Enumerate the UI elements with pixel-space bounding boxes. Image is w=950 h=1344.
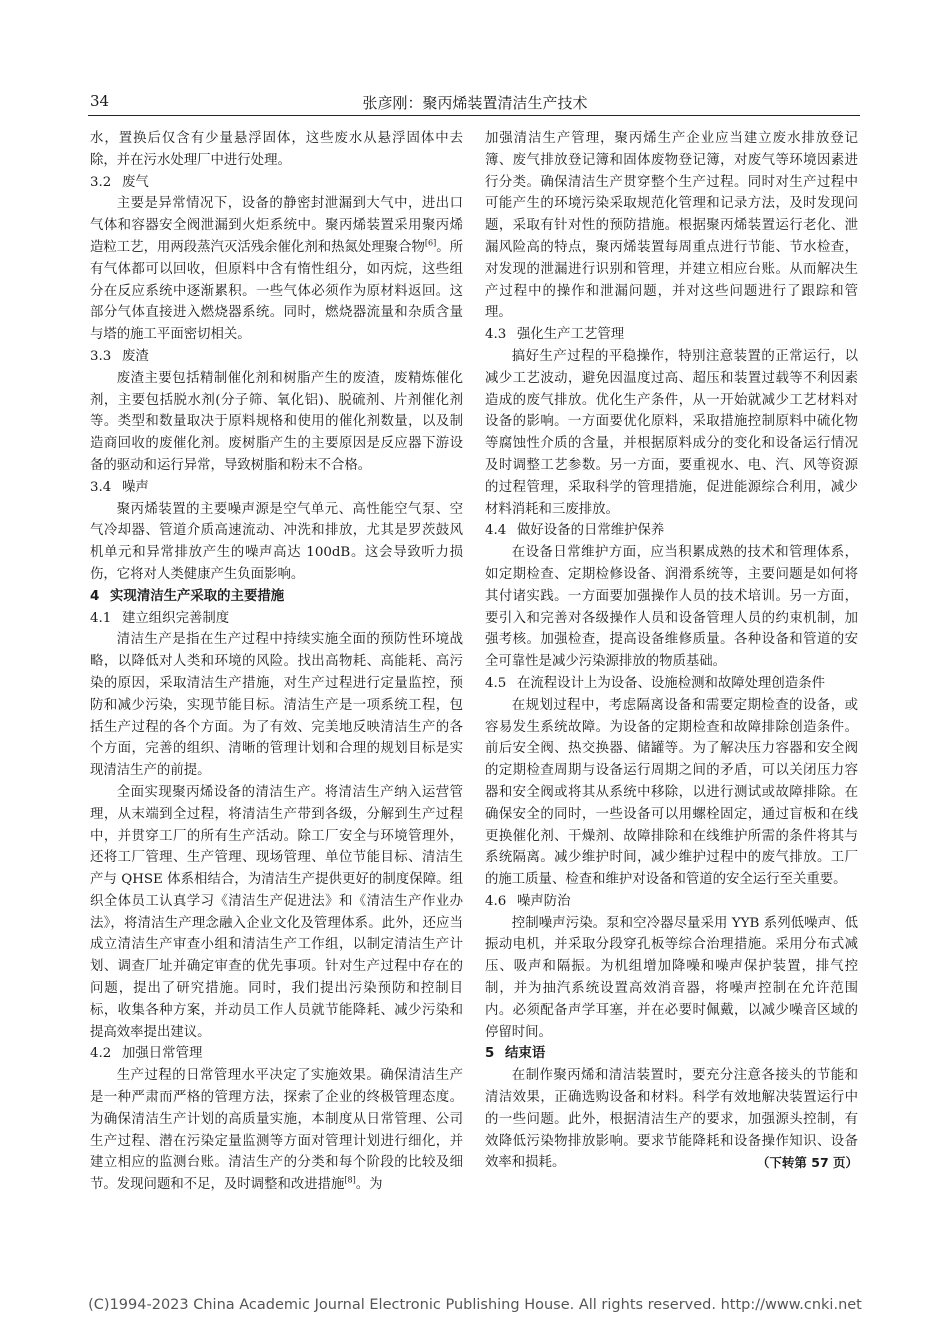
section-heading-4-6: 4.6 噪声防治 bbox=[485, 893, 571, 909]
continued-note: （下转第 57 页） bbox=[756, 1155, 858, 1171]
paragraph: 加强清洁生产管理，聚丙烯生产企业应当建立废水排放登记簿、废气排放登记簿和固体废物登记簿，对废气等环境因素进行分类。确保清洁生产贯穿整个生产过程。同时对生产过程中可能产生的环境污染采取规范化管理和记录方法，及时发现问题，采取有针对性的预防措施。根据聚丙烯装置运行老化、泄漏风险高的特点，聚丙烯装置每周重点进行节能、节水检查，对发现的泄漏进行识别和管理，并建立相应台账。从而解决生产过程中的操作和泄漏问题，并对这些问题进行了跟踪和管理。 bbox=[485, 131, 858, 321]
header-rule bbox=[88, 115, 860, 116]
section-heading-4-2: 4.2 加强日常管理 bbox=[90, 1046, 203, 1062]
page-number: 34 bbox=[90, 92, 110, 110]
section-heading-4-5: 4.5 在流程设计上为设备、设施检测和故障处理创造条件 bbox=[485, 675, 825, 691]
section-heading-3-2: 3.2 废气 bbox=[90, 174, 149, 190]
running-title: 张彦刚：聚丙烯装置清洁生产技术 bbox=[362, 94, 588, 112]
section-heading-4: 4 实现清洁生产采取的主要措施 bbox=[90, 588, 285, 604]
section-heading-3-3: 3.3 废渣 bbox=[90, 348, 149, 364]
right-column bbox=[485, 128, 858, 1174]
section-heading-4-3: 4.3 强化生产工艺管理 bbox=[485, 327, 625, 343]
section-heading-4-4: 4.4 做好设备的日常维护保养 bbox=[485, 523, 665, 539]
paragraph: 废渣主要包括精制催化剂和树脂产生的废渣，废精炼催化剂，主要包括脱水剂(分子筛、氧化铝)、脱硫剂、片剂催化剂等。类型和数量取决于原料规格和使用的催化剂数量，以及制造商回收的废催化剂。废树脂产生的主要原因是反应器下游设备的驱动和运行异常，导致树脂和粉末不合格。 bbox=[90, 370, 463, 473]
paragraph: 生产过程的日常管理水平决定了实施效果。确保清洁生产是一种严肃而严格的管理方法，探索了企业的终极管理态度。为确保清洁生产计划的高质量实施，本制度从日常管理、公司生产过程、潜在污染定量监测等方面对管理计划进行细化，并建立相应的监测台账。清洁生产的分类和每个阶段的比较及细节。发现问题和不足，及时调整和改进措施[8]。为 bbox=[90, 1068, 463, 1193]
copyright-footer: (C)1994-2023 China Academic Journal Electronic Publishing House. All rights reserved. http://www.cnki.net bbox=[88, 1297, 862, 1313]
paragraph: 在设备日常维护方面，应当积累成熟的技术和管理体系，如定期检查、定期检修设备、润滑系统等，主要问题是如何将其付诸实践。一方面要加强操作人员的技术培训。另一方面，要引入和完善对各级操作人员和设备管理人员的约束机制，加强考核。加强检查，提高设备维修质量。各种设备和管道的安全可靠性是减少污染源排放的物质基础。 bbox=[485, 545, 858, 670]
citation: [8] bbox=[344, 1175, 356, 1185]
paragraph: 搞好生产过程的平稳操作，特别注意装置的正常运行，以减少工艺波动，避免因温度过高、超压和装置过载等不利因素造成的废气排放。优化生产条件，从一开始就减少工艺材料对设备的影响。一方面要优化原料，采取措施控制原料中硫化物等腐蚀性介质的含量，并根据原料成分的变化和设备运行情况及时调整工艺参数。另一方面，要重视水、电、汽、风等资源的过程管理，采取科学的管理措施，促进能源综合利用，减少材料消耗和三废排放。 bbox=[485, 348, 858, 517]
paragraph: 在规划过程中，考虑隔离设备和需要定期检查的设备，或容易发生系统故障。为设备的定期检查和故障排除创造条件。前后安全阀、热交换器、储罐等。为了解决压力容器和安全阀的定期检查周期与设备运行周期之间的矛盾，可以关闭压力容器和安全阀或将其从系统中移除，以进行测试或故障排除。在确保安全的同时，一些设备可以用螺栓固定，通过盲板和在线更换催化剂、干燥剂、故障排除和在线维护所需的条件将其与系统隔离。减少维护时间，减少维护过程中的废气排放。工厂的施工质量、检查和维护对设备和管道的安全运行至关重要。 bbox=[485, 697, 858, 888]
paragraph: 聚丙烯装置的主要噪声源是空气单元、高性能空气泵、空气冷却器、管道介质高速流动、冲洗和排放，尤其是罗茨鼓风机单元和异常排放产生的噪声高达 100dB。这会导致听力损伤，它将对人类健康产生负面影响。 bbox=[90, 501, 463, 582]
paragraph: 全面实现聚丙烯设备的清洁生产。将清洁生产纳入运营管理，从末端到全过程，将清洁生产带到各级，分解到生产过程中，并贯穿工厂的所有生产活动。除工厂安全与环境管理外，还将工厂管理、生产管理、现场管理、单位节能目标、清洁生产与 QHSE 体系相结合，为清洁生产提供更好的制度保障。组织全体员工认真学习《清洁生产促进法》和《清洁生产作业办法》，将清洁生产理念融入企业文化及管理体系。此外，还应当成立清洁生产审查小组和清洁生产工作组，以制定清洁生产计划、调查厂址并确定审查的优先事项。针对生产过程中存在的问题，提出了研究措施。同时，我们提出污染预防和控制目标，收集各种方案，并动员工作人员就节能降耗、减少污染和提高效率提出建议。 bbox=[90, 784, 463, 1040]
citation: [6] bbox=[424, 238, 437, 248]
left-column bbox=[90, 128, 463, 1196]
section-heading-3-4: 3.4 噪声 bbox=[90, 479, 149, 495]
section-heading-5: 5 结束语 bbox=[485, 1046, 546, 1062]
section-heading-4-1: 4.1 建立组织完善制度 bbox=[90, 610, 230, 626]
paragraph: 主要是异常情况下，设备的静密封泄漏到大气中，进出口气体和容器安全阀泄漏到火炬系统中。聚丙烯装置采用聚丙烯造粒工艺，用两段蒸汽灭活残余催化剂和热氮处理聚合物[6]。所有气体都可以回收，但原料中含有惰性组分，如丙烷，这些组分在反应系统中逐渐累积。一些气体必须作为原材料返回。这部分气体直接进入燃烧器系统。同时，燃烧器流量和杂质含量与塔的施工平面密切相关。 bbox=[90, 196, 464, 343]
paragraph: 在制作聚丙烯和清洁装置时，要充分注意各接头的节能和清洁效果，正确选购设备和材料。科学有效地解决装置运行中的一些问题。此外，根据清洁生产的要求，加强源头控制，有效降低污染物排放影响。要求节能降耗和设备操作知识、设备效率和损耗。 （下转第 57 页） bbox=[485, 1065, 858, 1174]
paragraph: 控制噪声污染。泵和空冷器尽量采用 YYB 系列低噪声、低振动电机，并采取分段穿孔板等综合治理措施。采用分布式减压、吸声和隔振。为机组增加降噪和噪声保护装置，排气控制，并为抽汽系统设置高效消音器，将噪声控制在允许范围内。必须配备声学耳塞，并在必要时佩戴，以减少噪音区域的停留时间。 bbox=[485, 915, 858, 1040]
paragraph: 水，置换后仅含有少量悬浮固体，这些废水从悬浮固体中去除，并在污水处理厂中进行处理。 bbox=[90, 131, 463, 168]
paragraph: 清洁生产是指在生产过程中持续实施全面的预防性环境战略，以降低对人类和环境的风险。找出高物耗、高能耗、高污染的原因，采取清洁生产措施，对生产过程进行定量监控，预防和减少污染，实现节能目标。清洁生产是一项系统工程，包括生产过程的各个方面。为了有效、完美地反映清洁生产的各个方面，完善的组织、清晰的管理计划和合理的规划目标是实现清洁生产的前提。 bbox=[90, 632, 463, 779]
